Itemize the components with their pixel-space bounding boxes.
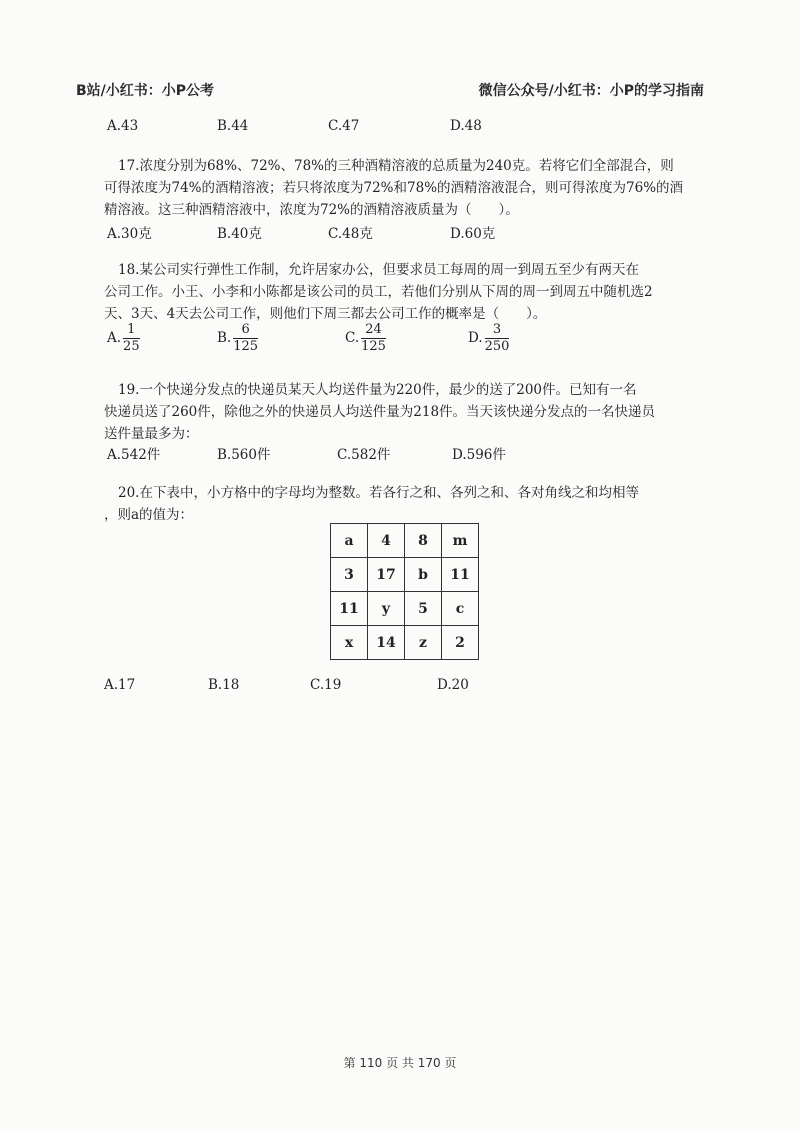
table-cell: b <box>405 558 442 592</box>
q20-option-c: C.19 <box>310 677 342 693</box>
table-row <box>331 524 479 558</box>
header-left-source: B站/小红书：小P公考 <box>76 83 215 99</box>
q18-line-3: 天、3天、4天去公司工作，则他们下周三都去公司工作的概率是（ ）。 <box>104 306 547 322</box>
q18-option-c <box>345 322 386 355</box>
q18-option-a-label: A. <box>107 330 122 346</box>
table-cell: y <box>368 592 405 626</box>
q17-option-a: A.30克 <box>107 226 152 242</box>
q19-option-a: A.542件 <box>107 447 161 463</box>
q19-line-3: 送件量最多为： <box>104 426 199 442</box>
q18-line-1: 18.某公司实行弹性工作制，允许居家办公，但要求员工每周的周一到周五至少有两天在 <box>118 262 639 278</box>
q17-option-c: C.48克 <box>328 226 373 242</box>
q20-line-1: 20.在下表中，小方格中的字母均为整数。若各行之和、各列之和、各对角线之和均相等 <box>118 485 639 501</box>
q19-option-b: B.560件 <box>217 447 271 463</box>
question-18 <box>104 259 704 325</box>
table-row <box>331 592 479 626</box>
q19-option-c: C.582件 <box>337 447 391 463</box>
q18-option-a-fraction <box>123 322 140 355</box>
q18-line-2: 公司工作。小王、小李和小陈都是该公司的员工，若他们分别从下周的周一到周五中随机选2 <box>104 284 653 300</box>
table-cell: 17 <box>368 558 405 592</box>
q18-option-b-denominator: 125 <box>233 339 259 354</box>
q18-option-b-numerator: 6 <box>233 322 258 339</box>
table-cell: 4 <box>368 524 405 558</box>
q20-option-b: B.18 <box>208 677 240 693</box>
q18-option-a-numerator: 1 <box>123 322 140 339</box>
table-cell: 5 <box>405 592 442 626</box>
table-cell: m <box>442 524 479 558</box>
magic-square-table <box>330 523 479 660</box>
q16-option-a: A.43 <box>107 118 139 134</box>
q18-option-b <box>217 322 258 355</box>
q18-option-c-label: C. <box>345 330 360 346</box>
q18-option-d-fraction <box>485 322 510 355</box>
table-cell: 3 <box>331 558 368 592</box>
q18-option-a <box>107 322 140 355</box>
q16-option-b: B.44 <box>217 118 249 134</box>
question-20 <box>104 482 704 526</box>
q18-option-d-label: D. <box>468 330 483 346</box>
q17-option-d: D.60克 <box>450 226 496 242</box>
q18-option-a-denominator: 25 <box>123 339 140 354</box>
q20-option-a: A.17 <box>104 677 136 693</box>
table-cell: 14 <box>368 626 405 660</box>
page-number-footer: 第 110 页 共 170 页 <box>343 1056 457 1070</box>
q19-line-2: 快递员送了260件，除他之外的快递员人均送件量为218件。当天该快递分发点的一名快递员 <box>104 404 656 420</box>
table-cell: 8 <box>405 524 442 558</box>
table-cell: 11 <box>331 592 368 626</box>
table-cell: x <box>331 626 368 660</box>
table-cell: 11 <box>442 558 479 592</box>
q18-option-b-fraction <box>233 322 258 355</box>
q18-option-d-denominator: 250 <box>484 339 510 354</box>
table-row <box>331 626 479 660</box>
table-cell: a <box>331 524 368 558</box>
q18-option-b-label: B. <box>217 330 232 346</box>
q19-line-1: 19.一个快递分发点的快递员某天人均送件量为220件，最少的送了200件。已知有一名 <box>118 382 637 398</box>
q18-option-d-numerator: 3 <box>485 322 510 339</box>
q17-line-2: 可得浓度为74%的酒精溶液；若只将浓度为72%和78%的酒精溶液混合，则可得浓度为76%的酒 <box>104 180 684 196</box>
table-row <box>331 558 479 592</box>
table-cell: z <box>405 626 442 660</box>
q16-option-d: D.48 <box>450 118 482 134</box>
question-17 <box>104 155 704 221</box>
q17-line-3: 精溶液。这三种酒精溶液中，浓度为72%的酒精溶液质量为（ ）。 <box>104 202 519 218</box>
q18-option-c-fraction <box>361 322 386 355</box>
table-cell: 2 <box>442 626 479 660</box>
q18-option-c-denominator: 125 <box>361 339 386 354</box>
q17-option-b: B.40克 <box>217 226 262 242</box>
question-19 <box>104 379 704 445</box>
table-cell: c <box>442 592 479 626</box>
q17-line-1: 17.浓度分别为68%、72%、78%的三种酒精溶液的总质量为240克。若将它们全部混合，则 <box>118 158 674 174</box>
q18-option-c-numerator: 24 <box>361 322 386 339</box>
q20-line-2: ，则a的值为： <box>104 507 194 523</box>
q16-option-c: C.47 <box>328 118 360 134</box>
q19-option-d: D.596件 <box>452 447 506 463</box>
q20-option-d: D.20 <box>437 677 469 693</box>
q18-option-d <box>468 322 509 355</box>
header-right-source: 微信公众号/小红书：小P的学习指南 <box>478 83 704 99</box>
